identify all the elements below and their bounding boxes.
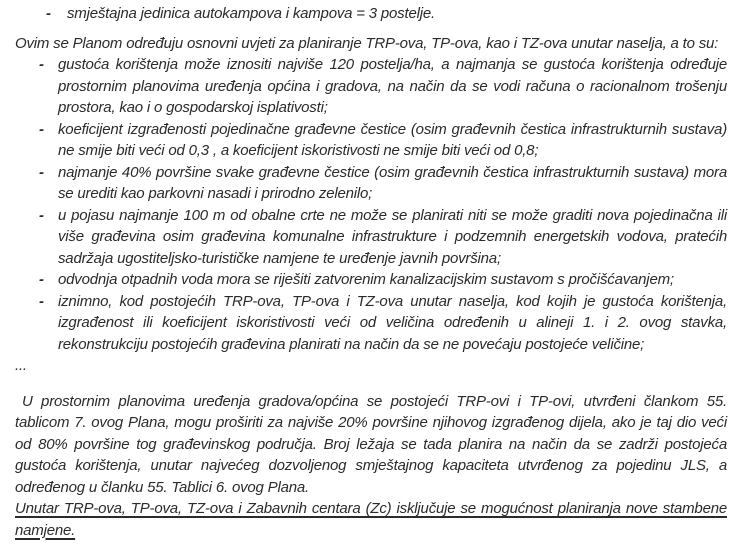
list-item-accommodation-unit: [15, 3, 727, 25]
paragraph-expansion-rules: U prostornim planovima uređenja gradova/općina se postojeći TRP-ovi i TP-ovi, utvrđeni člankom 55. tablicom 7. ovog Plana, mogu proširiti za najviše 20% površine njihovog izgrađenog dijela, ako je taj dio veći od 80% površine tog građevinskog područja. Broj ležaja se tada planira na način da se zadrži postojeća gustoća korištenja, unutar najvećeg dozvoljenog smještajnog kapaciteta utvrđenog za pojedinu JLS, a određenog u članku 55. Tablici 6. ovog Plana.: [15, 392, 727, 496]
conditions-bullet-list: [15, 54, 727, 355]
bullet-dash: -: [39, 292, 44, 310]
paragraph-plan-conditions-intro: Ovim se Planom određuju osnovni uvjeti za planiranje TRP-ova, TP-ova, kao i TZ-ova unutar naselja, a to su:: [15, 34, 719, 52]
paragraph-residential-exclusion-underlined: Unutar TRP-ova, TP-ova, TZ-ova i Zabavnih centara (Zc) isključuje se mogućnost planiranja nove stambene namjene.: [15, 500, 727, 539]
list-item: [15, 205, 727, 270]
bullet-dash: -: [39, 271, 44, 288]
list-item-text: najmanje 40% površine svake građevne čestice (osim građevnih čestica infrastrukturnih sustava) mora se urediti kao parkovni nasadi i prirodno zelenilo;: [58, 163, 727, 202]
list-item-text: smještajna jedinica autokampova i kampova = 3 postelje.: [67, 5, 435, 22]
list-item-text: koeficijent izgrađenosti pojedinačne građevne čestice (osim građevnih čestica infrastrukturnih sustava) ne smije biti veći od 0,3 , a koeficijent iskoristivosti ne smije biti veći od 0,8;: [58, 120, 727, 159]
list-item: [15, 291, 727, 356]
bullet-dash: -: [46, 5, 51, 22]
list-item-text: gustoća korištenja može iznositi najviše 120 postelja/ha, a najmanja se gustoća korištenja određuje prostornim planovima uređenja općina i gradova, na način da se vodi računa o racionalnom trošenju prostora, kao i o gospodarskoj isplativosti;: [58, 56, 727, 116]
list-item-text: odvodnja otpadnih voda mora se riješiti zatvorenim kanalizacijskim sustavom s pročišćavanjem;: [58, 271, 674, 288]
ellipsis-line: ...: [15, 357, 27, 374]
bullet-dash: -: [39, 120, 44, 138]
list-item-text: u pojasu najmanje 100 m od obalne crte ne može se planirati niti se može graditi nova pojedinačna ili više građevina osim građevina komunalne infrastrukture i podzemnih energetskih vodova, pratećih sadržaja ugostiteljsko-turističke namjene te uređenje javnih površina;: [58, 206, 727, 267]
bullet-dash: -: [39, 56, 44, 73]
list-item-text: iznimno, kod postojećih TRP-ova, TP-ova i TZ-ova unutar naselja, kod kojih je gustoća korištenja, izgrađenost ili koeficijent iskoristivosti veći od veličina određenih u alineji 1. i 2. ovog stavka, rekonstrukciju postojećih građevina planirati na način da se ne povećaju postojeće veličine;: [58, 292, 727, 353]
list-item: [15, 162, 727, 205]
list-item: [15, 269, 727, 291]
bullet-dash: -: [39, 206, 44, 224]
list-item: [15, 119, 727, 162]
list-item: [15, 54, 727, 119]
bullet-dash: -: [39, 163, 44, 181]
